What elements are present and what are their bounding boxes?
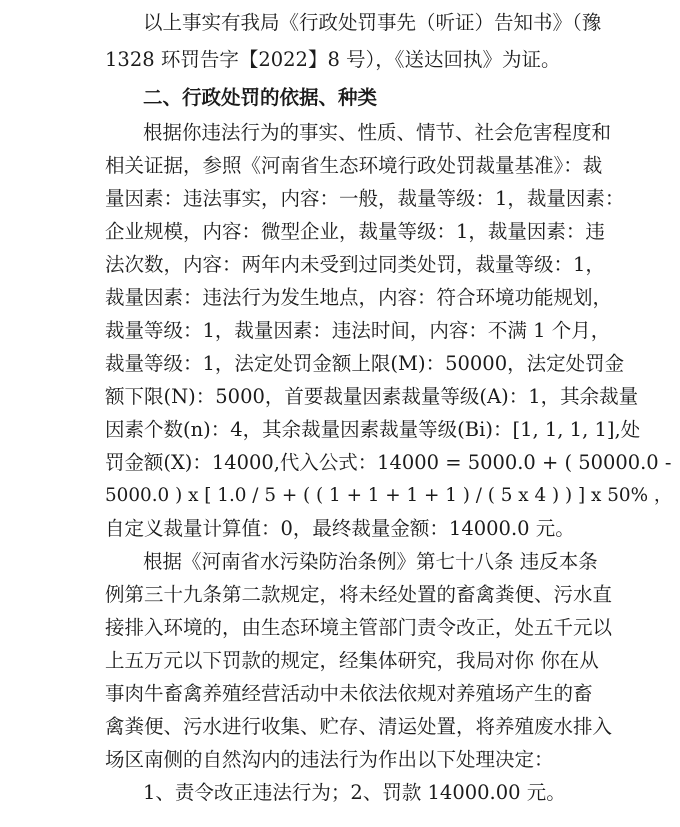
text-line-12: 额下限(N)：5000，首要裁量因素裁量等级(A)：1，其余裁量 bbox=[105, 385, 639, 408]
text-line-10: 裁量等级：1，裁量因素：违法时间，内容：不满 1 个月， bbox=[105, 319, 611, 342]
text-line-15: 5000.0 ) x [ 1.0 / 5 + ( ( 1 + 1 + 1 + 1 ) / ( 5 x 4 ) ) ] x 50% ， bbox=[105, 485, 673, 506]
text-line-24: 1、责令改正违法行为；2、罚款 14000.00 元。 bbox=[143, 781, 566, 804]
text-line-1: 以上事实有我局《行政处罚事先（听证）告知书》（豫 bbox=[143, 11, 602, 34]
section-heading: 二、行政处罚的依据、种类 bbox=[143, 86, 378, 109]
text-line-14: 罚金额(X)：14000,代入公式：14000 = 5000.0 + ( 50000.0 - bbox=[105, 451, 672, 474]
text-line-16: 自定义裁量计算值：0，最终裁量金额：14000.0 元。 bbox=[105, 517, 575, 540]
text-line-17: 根据《河南省水污染防治条例》第七十八条 违反本条 bbox=[143, 550, 598, 573]
text-line-18: 例第三十九条第二款规定，将未经处置的畜禽粪便、污水直 bbox=[105, 583, 613, 606]
text-line-11: 裁量等级：1，法定处罚金额上限(M)：50000，法定处罚金 bbox=[105, 352, 625, 375]
text-line-6: 量因素：违法事实，内容：一般，裁量等级：1，裁量因素： bbox=[105, 187, 625, 210]
text-line-21: 事肉牛畜禽养殖经营活动中未依法依规对养殖场产生的畜 bbox=[105, 682, 593, 705]
text-line-8: 法次数，内容：两年内未受到过同类处罚，裁量等级：1， bbox=[105, 253, 605, 276]
text-line-13: 因素个数(n)：4，其余裁量因素裁量等级(Bi)：[1, 1, 1, 1],处 bbox=[105, 418, 641, 441]
text-line-7: 企业规模，内容：微型企业，裁量等级：1，裁量因素：违 bbox=[105, 220, 605, 243]
text-line-22: 禽粪便、污水进行收集、贮存、清运处置，将养殖废水排入 bbox=[105, 715, 613, 738]
text-line-9: 裁量因素：违法行为发生地点，内容：符合环境功能规划， bbox=[105, 286, 613, 309]
text-line-2: 1328 环罚告字【2022】8 号），《送达回执》为证。 bbox=[105, 48, 561, 71]
text-line-20: 上五万元以下罚款的规定，经集体研究，我局对你 你在从 bbox=[105, 649, 599, 672]
text-line-5: 相关证据，参照《河南省生态环境行政处罚裁量基准》：裁 bbox=[105, 154, 603, 177]
text-line-23: 场区南侧的自然沟内的违法行为作出以下处理决定： bbox=[105, 748, 554, 771]
text-line-19: 接排入环境的，由生态环境主管部门责令改正，处五千元以 bbox=[105, 616, 613, 639]
text-line-4: 根据你违法行为的事实、性质、情节、社会危害程度和 bbox=[143, 121, 612, 144]
